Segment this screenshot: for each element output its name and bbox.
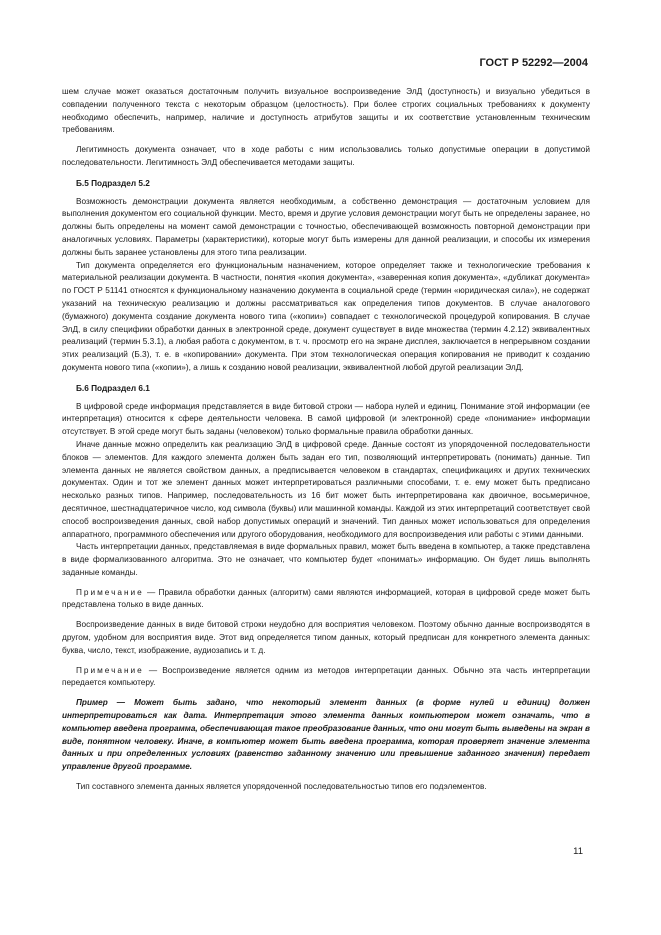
document-code: ГОСТ Р 52292—2004 <box>479 57 588 69</box>
page-body <box>62 86 590 794</box>
paragraph: Легитимность документа означает, что в ходе работы с ним использовались только допустимые операции в допустимой последовательности. Легитимность ЭлД обеспечивается методами защиты. <box>62 145 590 167</box>
paragraph: шем случае может оказаться достаточным получить визуальное воспроизведение ЭлД (доступность) и визуально убедиться в совпадении полученного текста с некоторым образцом (целостность). При более строгих социальных требованиях к документу необходимо обеспечить, например, наличие и доступность атрибутов защиты и их соответствие установленным техническим требованиям. <box>62 87 590 135</box>
paragraph: Тип составного элемента данных является упорядоченной последовательностью типов его подэлементов. <box>76 782 487 792</box>
paragraph: Часть интерпретации данных, представляемая в виде формальных правил, может быть введена в компьютер, а также представлена в виде формализованного алгоритма. Это не означает, что компьютер будет «понимать» информацию. Он будет лишь выполнять заданные команды. <box>62 542 590 577</box>
paragraph: Возможность демонстрации документа является необходимым, а собственно демонстрация — достаточным условием для выполнения документом его социальной функции. Место, время и другие условия демонстрации могут быть не определены заранее, но должны быть определены на момент самой демонстрации с точностью, обеспечивающей возможность повторной демонстрации при аналогичных условиях. Параметры (характеристики), которые могут быть измерены для данной реализации, и способы их измерения должны быть заранее установлены для этого типа реализации. <box>62 196 590 257</box>
page-number: 11 <box>573 846 583 857</box>
paragraph: Воспроизведение данных в виде битовой строки неудобно для восприятия человеком. Поэтому обычно данные воспроизводятся в другом, удобном для восприятия виде. Этот вид определяется типом данных, который предписан для конкретного элемента данных: буква, число, текст, изображение, аудиозапись и т. д. <box>62 620 590 655</box>
note-text: — Воспроизведение является одним из методов интерпретации данных. Обычно эта часть интерпретации передается компьютеру. <box>62 665 591 688</box>
paragraph: В цифровой среде информация представляется в виде битовой строки — набора нулей и единиц. Понимание этой информации (ее интерпретация) относится к сфере деятельности человека. В самой цифровой (и электронной) среде «понимание» информации отсутствует. В этой среде могут быть заданы (человеком) только формальные правила обработки данных. <box>62 401 590 437</box>
note-label: Примечание <box>76 587 144 597</box>
example: Пример — Может быть задано, что некоторый элемент данных (в форме нулей и единиц) должен интерпретироваться как дата. Интерпретация этого элемента данных компьютером может означать, что в компьютер введена программа, обеспечивающая такое преобразование данных, что они могут быть выведены на экран в виде, понятном человеку. Иначе, в компьютер может быть введена программа, которая проверяет значение элемента данных и при определенных условиях (равенство заданному значению или превышение заданного значения) передает управление другой программе. <box>62 698 590 772</box>
paragraph: Иначе данные можно определить как реализацию ЭлД в цифровой среде. Данные состоят из упорядоченной последовательности блоков — элементов. Для каждого элемента должен быть задан его тип, позволяющий интерпретировать (понимать) данные. Тип элемента данных не является свойством данных, а предписывается человеком в стандартах, спецификациях и других технических документах. Один и тот же элемент данных может интерпретироваться различными способами, т. е. ему может быть предписано несколько разных типов. Например, последовательность из 16 бит может быть интерпретирована как двоичное, восьмеричное, десятичное, шестнадцатеричное число, код символа (буквы) или машинной команды. Каждой из этих интерпретаций соответствует свой способ воспроизведения данных, свой набор допустимых операций и значений. Тип данных может использоваться для определения аппаратного, программного обеспечения или другого оборудования, необходимого для воспроизведения или работы с этими данными. <box>62 439 590 539</box>
note-label: Примечание <box>76 665 144 675</box>
note <box>62 665 590 691</box>
paragraph: Тип документа определяется его функциональным назначением, которое определяет также и технологические требования к материальной реализации документа. В частности, понятия «копия документа», «заверенная копия документа», «дубликат документа» по ГОСТ Р 51141 относятся к функциональному назначению документа в социальной среде (термин «юридическая сила»), не содержат указаний на техническую реализацию и должны рассматриваться как определения типов документов. В случае аналогового (бумажного) документа создание документа нового типа («копии») совпадает с технологической процедурой копирования. В случае ЭлД, в силу специфики обработки данных в электронной среде, документ существует в виде множества (термин 4.2.12) эквивалентных реализаций (термин 5.3.1), а любая работа с документом, в т. ч. просмотр его на экране дисплея, заключается в непрерывном создании этих реализаций (Б.3), т. е. в «копировании» документа. При этом технологическая операция копирования не приводит к созданию документа нового типа («копии»), а лишь к созданию новой реализации, эквивалентной любой другой реализации ЭлД. <box>62 260 590 372</box>
section-heading: Б.5 Подраздел 5.2 <box>76 178 150 188</box>
note <box>62 587 590 613</box>
note-text: — Правила обработки данных (алгоритм) сами являются информацией, которая в цифровой среде может быть представлена только в виде данных. <box>62 587 590 610</box>
section-heading: Б.6 Подраздел 6.1 <box>76 383 150 393</box>
